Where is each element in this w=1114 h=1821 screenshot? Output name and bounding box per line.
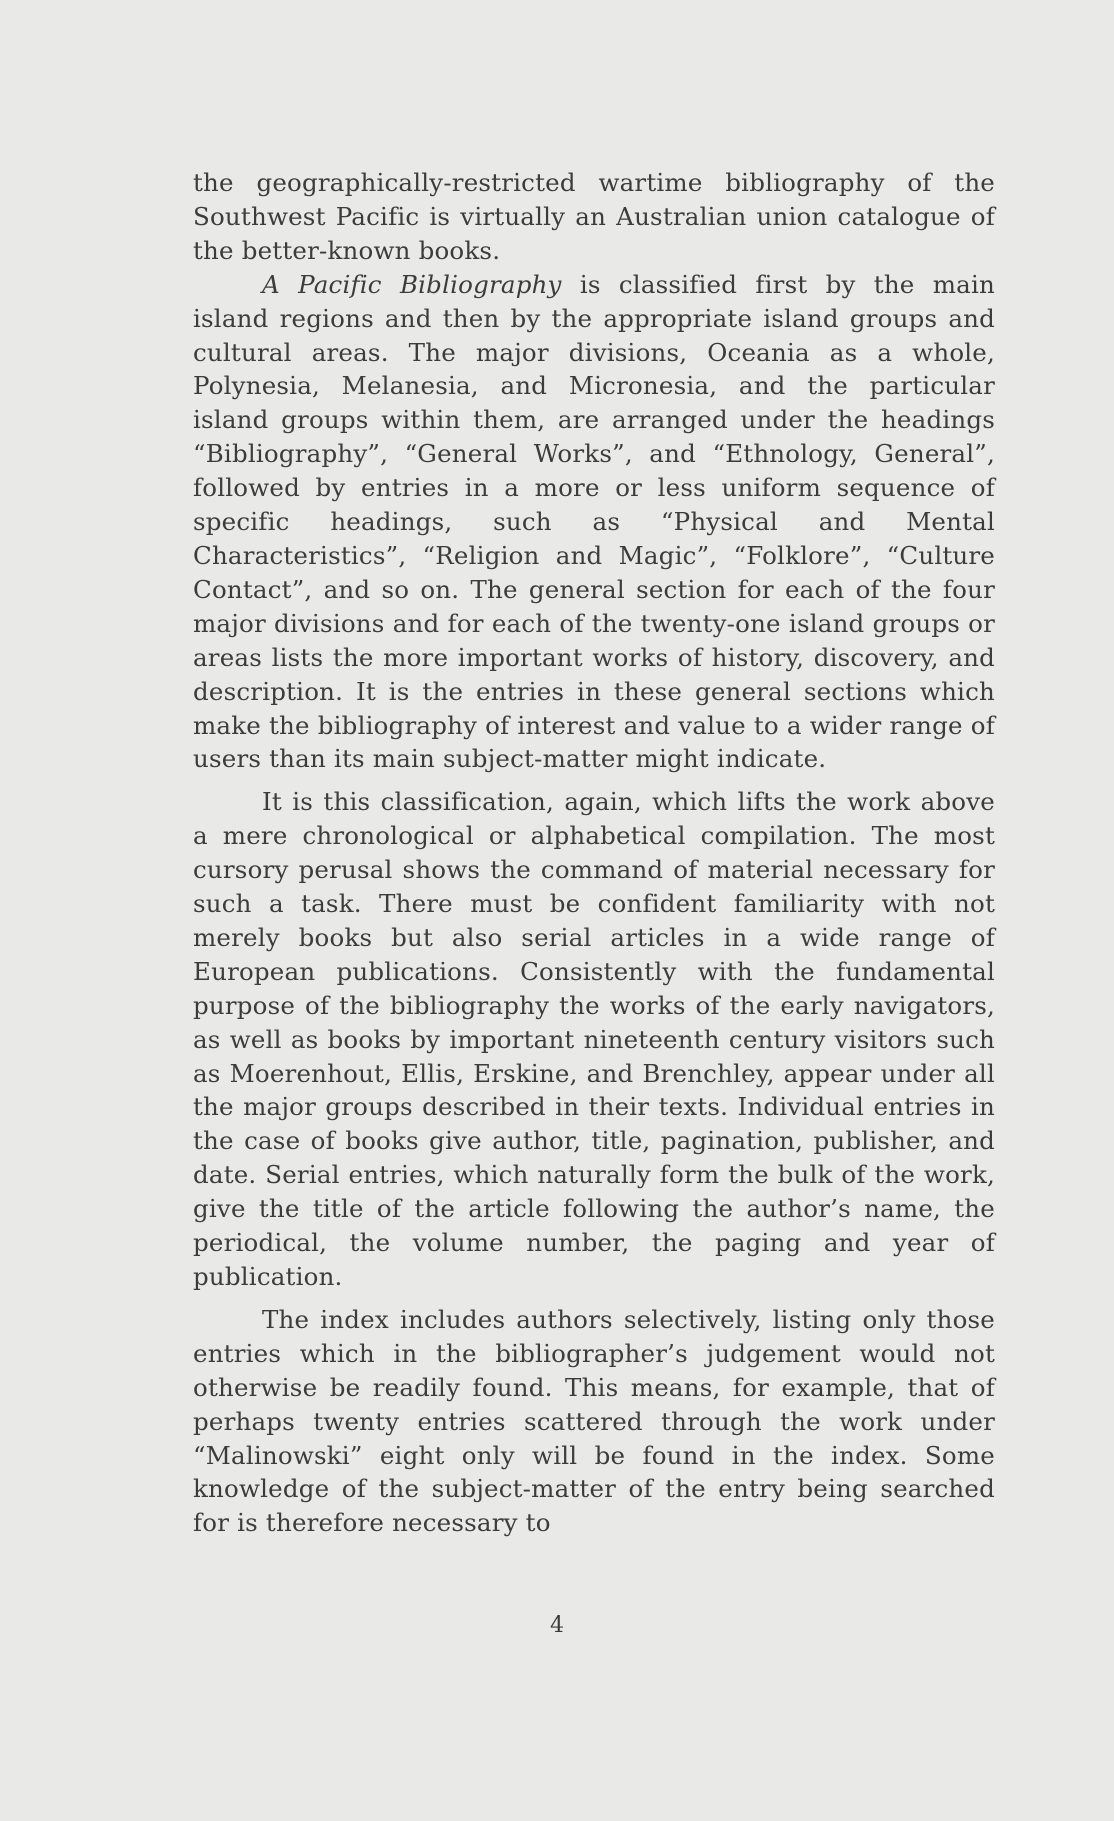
body-text (193, 166, 995, 1540)
paragraph-classification-text: is classified first by the main island regions and then by the appropriate island groups and cultural areas. The major divisions, Oceania as a whole, Polynesia, Melanesia, and Micronesia, and the particular island groups within them, are arranged under the headings “Bibliography”, “General Works”, and “Ethnology, General”, followed by entries in a more or less uniform sequence of specific headings, such as “Physical and Mental Characteristics”, “Religion and Magic”, “Folklore”, “Culture Contact”, and so on. The general section for each of the four major divisions and for each of the twenty-one island groups or areas lists the more important works of history, discovery, and description. It is the entries in these general sections which make the bibliography of interest and value to a wider range of users than its main subject-matter might indicate. (193, 269, 995, 774)
book-title: A Pacific Bibliography (262, 269, 562, 299)
paragraph-compilation: It is this classification, again, which lifts the work above a mere chronological or alphabetical compilation. The most cursory perusal shows the command of material necessary for such a task. There must be confident familiarity with not merely books but also serial articles in a wide range of European publications. Consistently with the fundamental purpose of the bibliography the works of the early navigators, as well as books by important nineteenth century visitors such as Moerenhout, Ellis, Erskine, and Brenchley, appear under all the major groups described in their texts. Individual entries in the case of books give author, title, pagination, publisher, and date. Serial entries, which naturally form the bulk of the work, give the title of the article following the author’s name, the periodical, the volume number, the paging and year of publication. (193, 787, 995, 1291)
paragraph-continuation: the geographically-restricted wartime bibliography of the Southwest Pacific is virtually an Australian union catalogue of the better-known books. (193, 168, 995, 265)
paragraph-index: The index includes authors selectively, listing only those entries which in the bibliographer’s judgement would not otherwise be readily found. This means, for example, that of perhaps twenty entries scattered through the work under “Malinowski” eight only will be found in the index. Some knowledge of the subject-matter of the entry being searched for is therefore necessary to (193, 1304, 995, 1538)
page-number: 4 (550, 1613, 564, 1638)
paragraph-classification (193, 268, 995, 777)
